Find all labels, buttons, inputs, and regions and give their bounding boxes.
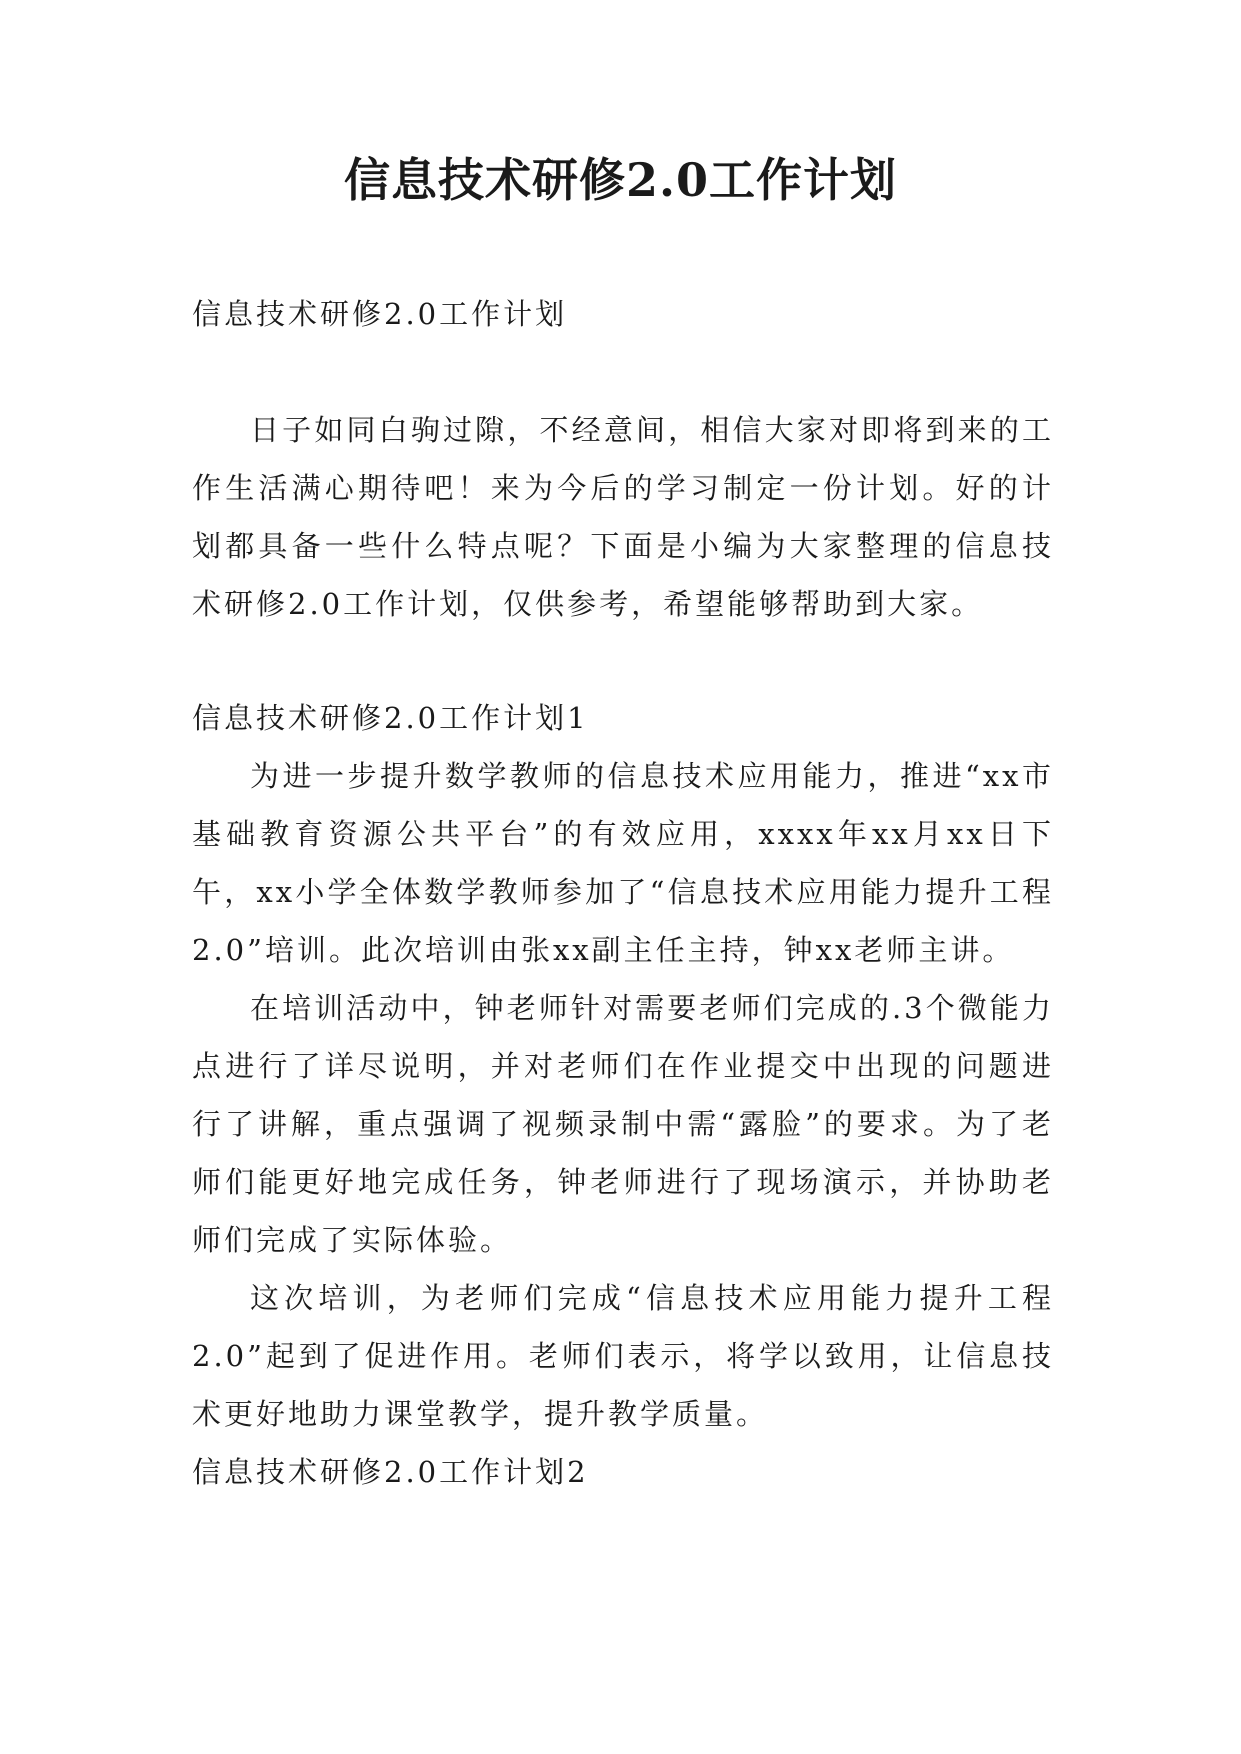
section-2-heading: 信息技术研修2.0工作计划2 xyxy=(192,1455,589,1489)
document-body xyxy=(192,285,1054,1501)
intro-paragraph: 日子如同白驹过隙，不经意间，相信大家对即将到来的工作生活满心期待吧！来为今后的学习制定一份计划。好的计划都具备一些什么特点呢？下面是小编为大家整理的信息技术研修2.0工作计划，仅供参考，希望能够帮助到大家。 xyxy=(192,413,1054,621)
section-1-paragraph-1: 为进一步提升数学教师的信息技术应用能力，推进“xx市基础教育资源公共平台”的有效应用，xxxx年xx月xx日下午，xx小学全体数学教师参加了“信息技术应用能力提升工程2.0”培训。此次培训由张xx副主任主持，钟xx老师主讲。 xyxy=(192,759,1054,967)
section-1-heading: 信息技术研修2.0工作计划1 xyxy=(192,701,589,735)
section-1-paragraph-2: 在培训活动中，钟老师针对需要老师们完成的.3个微能力点进行了详尽说明，并对老师们在作业提交中出现的问题进行了讲解，重点强调了视频录制中需“露脸”的要求。为了老师们能更好地完成任务，钟老师进行了现场演示，并协助老师们完成了实际体验。 xyxy=(192,991,1054,1257)
section-1-paragraph-3: 这次培训，为老师们完成“信息技术应用能力提升工程2.0”起到了促进作用。老师们表示，将学以致用，让信息技术更好地助力课堂教学，提升教学质量。 xyxy=(192,1281,1054,1431)
document-title: 信息技术研修2.0工作计划 xyxy=(343,153,898,207)
document-subtitle: 信息技术研修2.0工作计划 xyxy=(192,297,568,331)
